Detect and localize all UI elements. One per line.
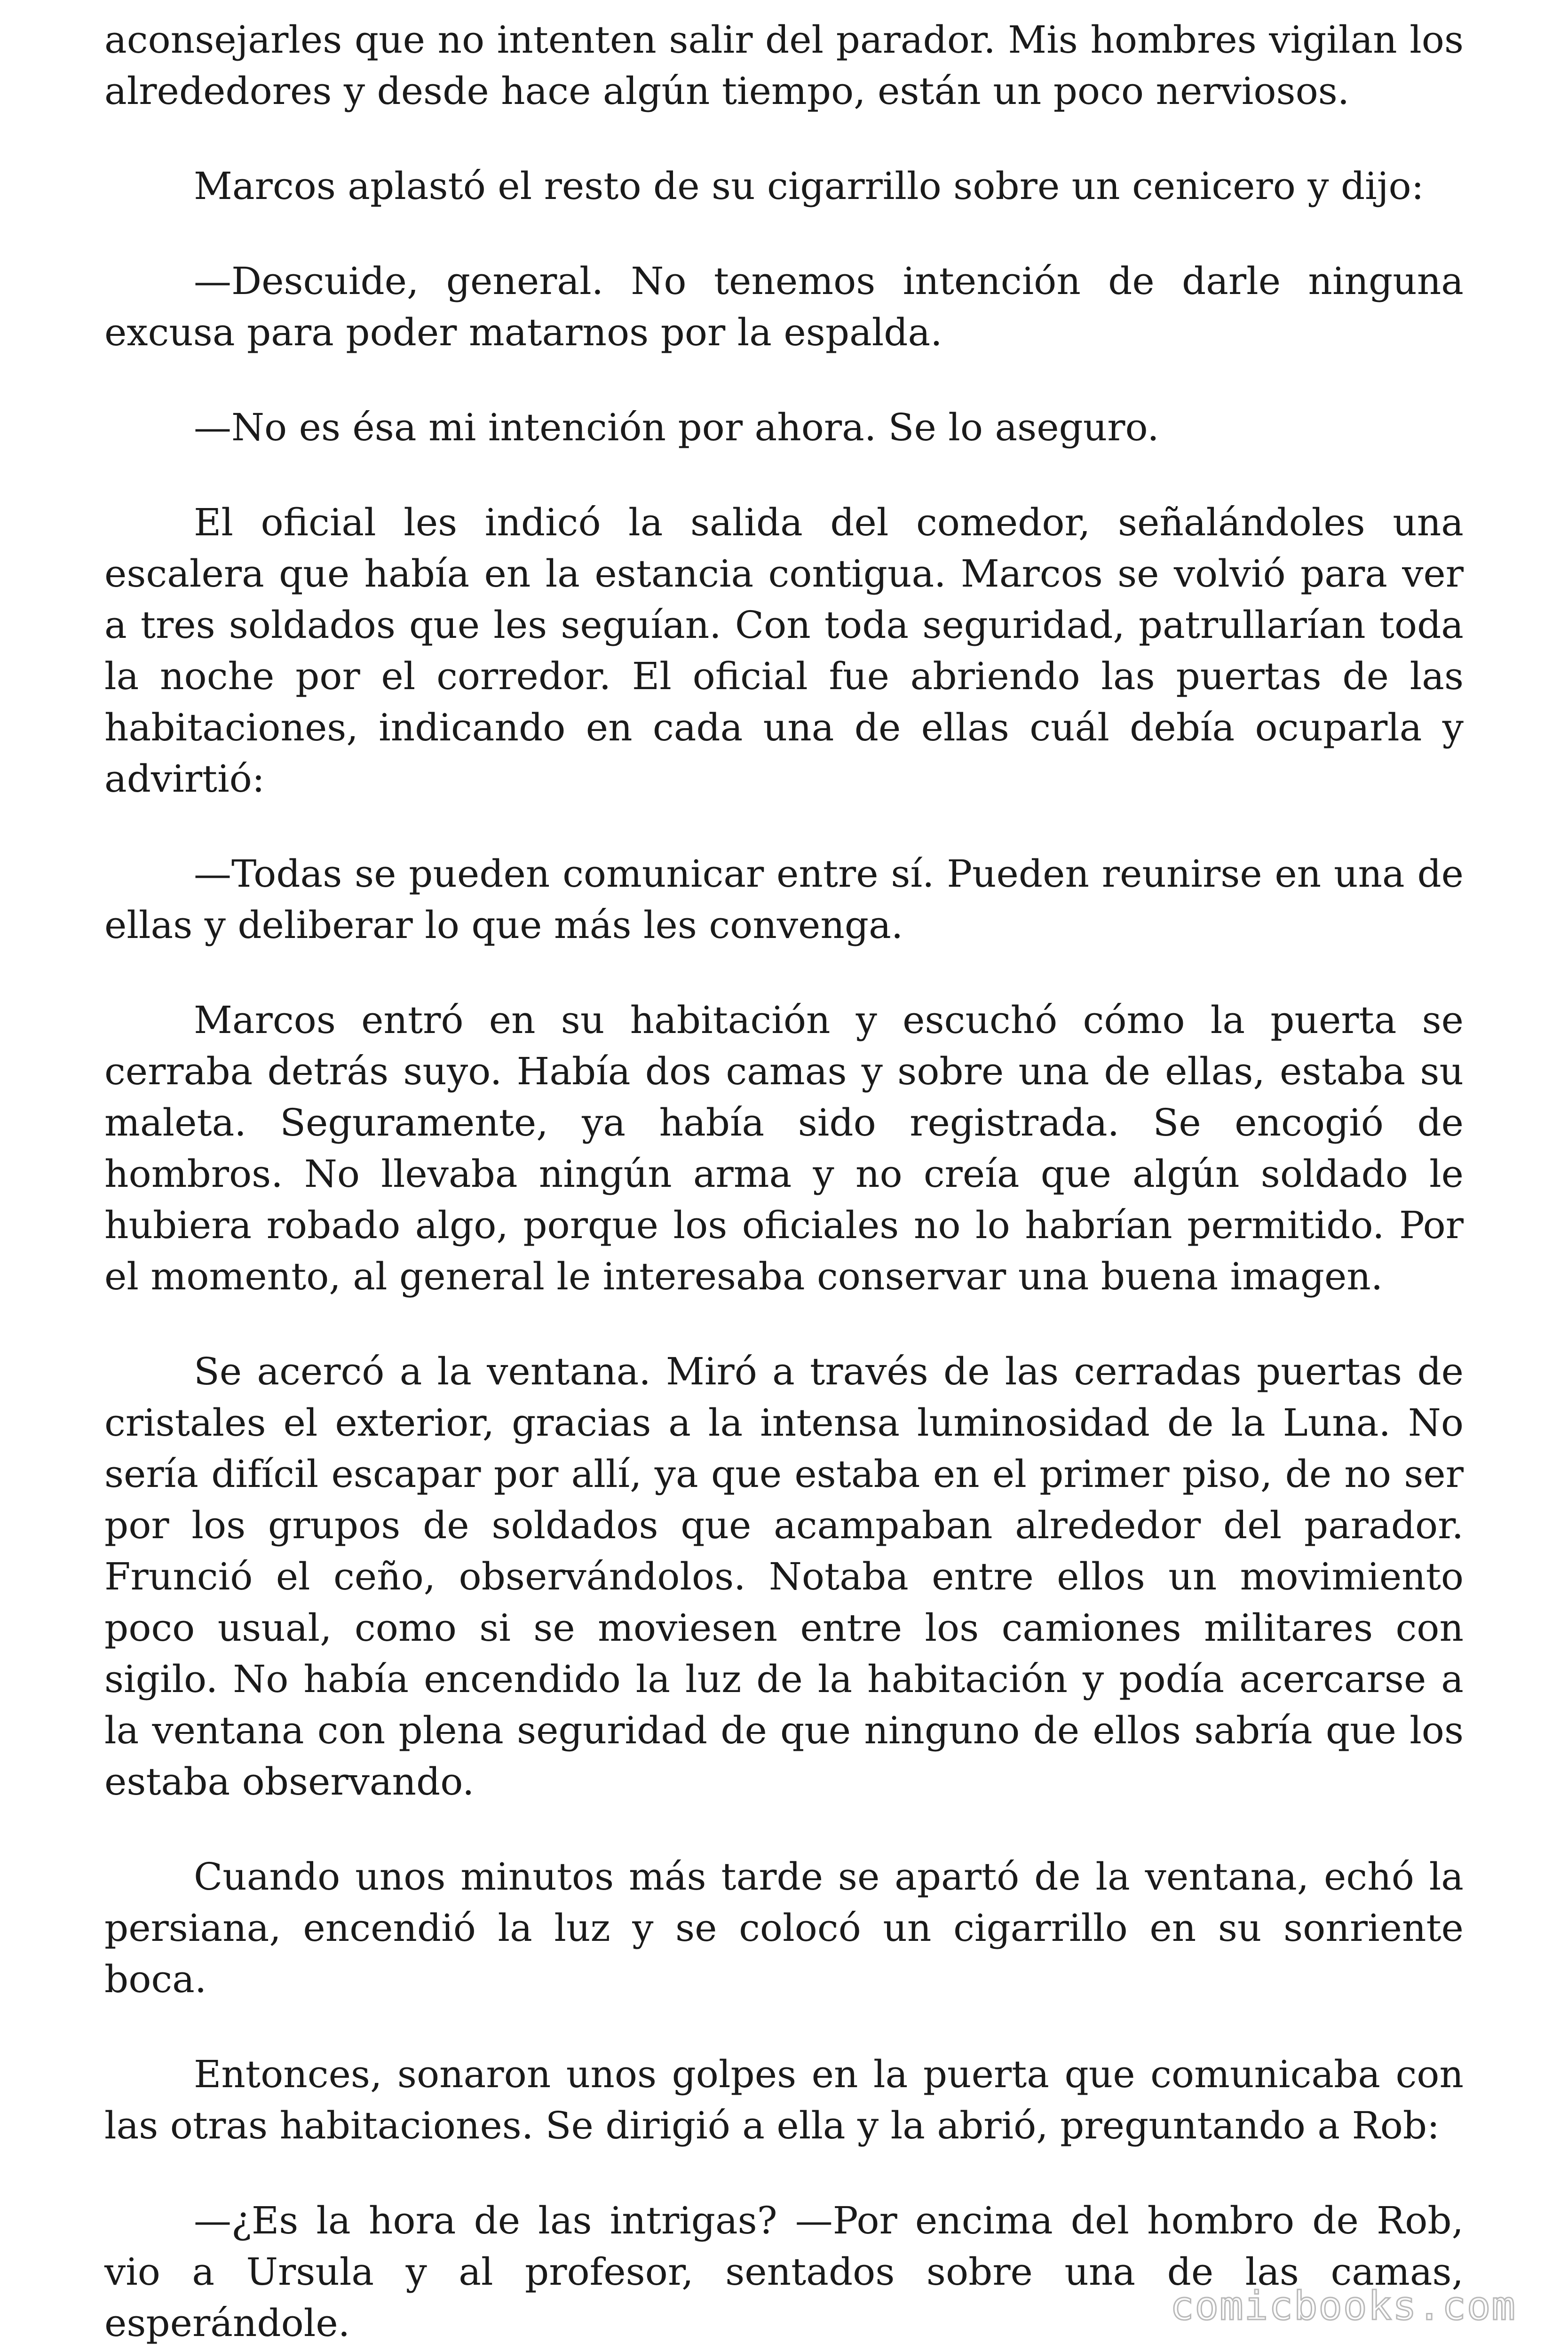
paragraph-6: —Todas se pueden comunicar entre sí. Pueden reunirse en una de ellas y deliberar lo que más les convenga. (104, 852, 1464, 947)
paragraph-5: El oficial les indicó la salida del comedor, señalándoles una escalera que había en la estancia contigua. Marcos se volvió para ver a tres soldados que les seguían. Con toda seguridad, patrullarían toda la noche por el corredor. El oficial fue abriendo las puertas de las habitaciones, indicando en cada una de ellas cuál debía ocuparla y advirtió: (104, 501, 1464, 801)
paragraph-2: Marcos aplastó el resto de su cigarrillo sobre un cenicero y dijo: (194, 164, 1424, 208)
body-text (104, 14, 1464, 2349)
paragraph-11: —¿Es la hora de las intrigas? —Por encima del hombro de Rob, vio a Ursula y al profesor, sentados sobre una de las camas, esperándole. (104, 2199, 1464, 2345)
paragraph-9: Cuando unos minutos más tarde se apartó de la ventana, echó la persiana, encendió la luz y se colocó un cigarrillo en su sonriente boca. (104, 1855, 1464, 2001)
paragraph-10: Entonces, sonaron unos golpes en la puerta que comunicaba con las otras habitaciones. Se dirigió a ella y la abrió, preguntando a Rob: (104, 2052, 1464, 2147)
paragraph-4: —No es ésa mi intención por ahora. Se lo aseguro. (194, 405, 1159, 449)
paragraph-8: Se acercó a la ventana. Miró a través de las cerradas puertas de cristales el exterior, gracias a la intensa luminosidad de la Luna. No sería difícil escapar por allí, ya que estaba en el primer piso, de no ser por los grupos de soldados que acampaban alrededor del parador. Frunció el ceño, observándolos. Notaba entre ellos un movimiento poco usual, como si se moviesen entre los camiones militares con sigilo. No había encendido la luz de la habitación y podía acercarse a la ventana con plena seguridad de que ninguno de ellos sabría que los estaba observando. (104, 1350, 1464, 1804)
paragraph-3: —Descuide, general. No tenemos intención de darle ninguna excusa para poder matarnos por la espalda. (104, 259, 1464, 354)
watermark: comicbooks.com (1170, 2283, 1516, 2329)
paragraph-1: aconsejarles que no intenten salir del parador. Mis hombres vigilan los alrededores y desde hace algún tiempo, están un poco nerviosos. (104, 18, 1464, 113)
paragraph-7: Marcos entró en su habitación y escuchó cómo la puerta se cerraba detrás suyo. Había dos camas y sobre una de ellas, estaba su maleta. Seguramente, ya había sido registrada. Se encogió de hombros. No llevaba ningún arma y no creía que algún soldado le hubiera robado algo, porque los oficiales no lo habrían permitido. Por el momento, al general le interesaba conservar una buena imagen. (104, 998, 1464, 1298)
